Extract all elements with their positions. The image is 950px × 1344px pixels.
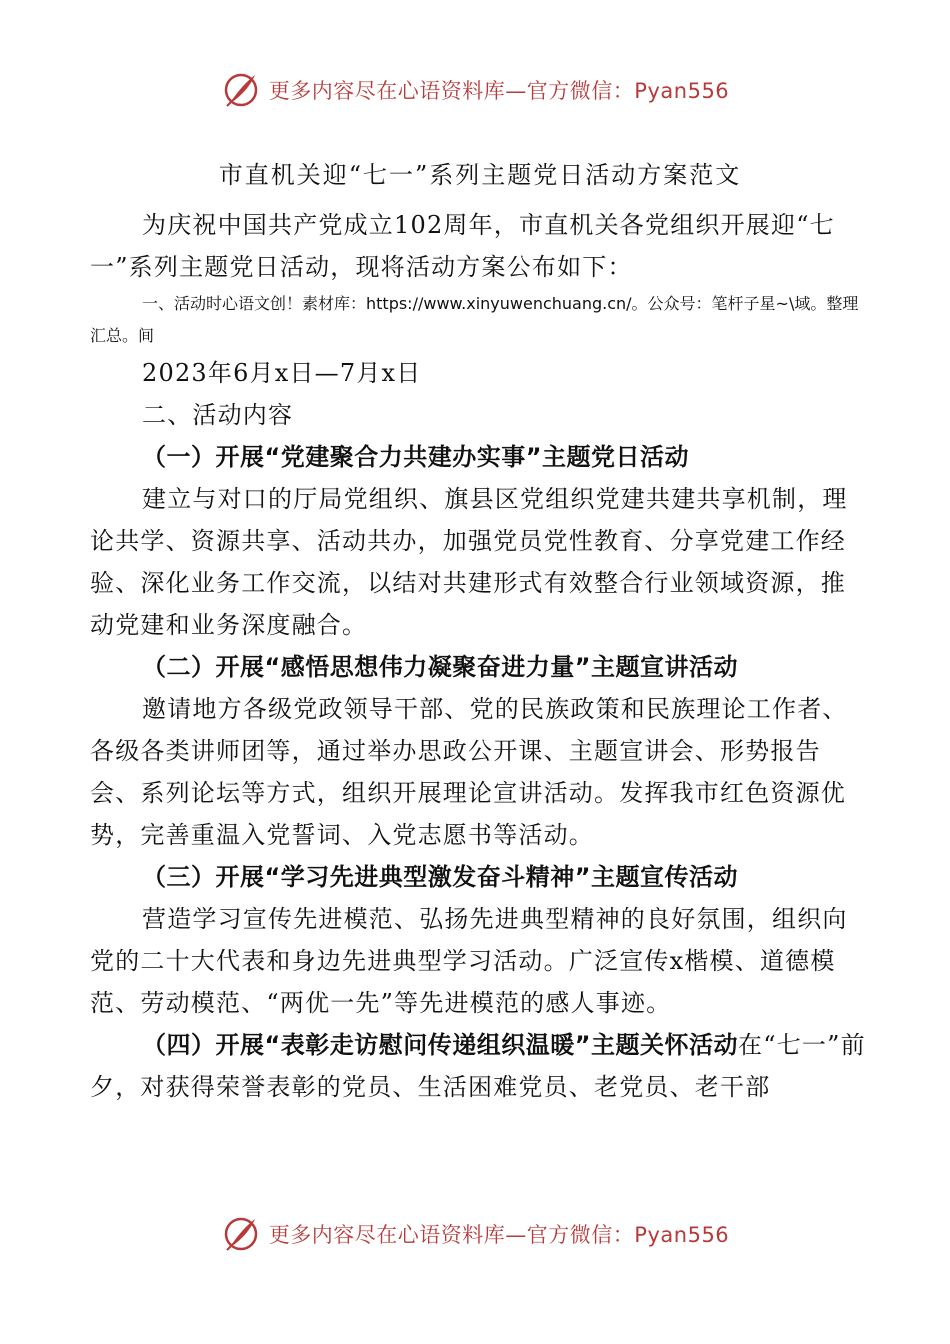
section1-line: 一、活动时心语文创！素材库：https://www.xinyuwenchuang.cn/。公众号：笔杆子星~\域。整理汇总。间	[90, 294, 859, 345]
item-body-1: 建立与对口的厅局党组织、旗县区党组织党建共建共享机制，理论共学、资源共享、活动共办，加强党员党性教育、分享党建工作经验、深化业务工作交流，以结对共建形式有效整合行业领域资源，推动党建和业务深度融合。	[90, 485, 848, 639]
watermark-text: 更多内容尽在心语资料库—官方微信：Pyan556	[268, 79, 730, 103]
item-body-4: 在“七一”前夕，对获得荣誉表彰的党员、生活困难党员、老党员、老干部	[90, 1031, 866, 1101]
watermark-header	[0, 70, 950, 110]
document-title: 市直机关迎“七一”系列主题党日活动方案范文	[218, 161, 742, 189]
watermark-text: 更多内容尽在心语资料库—官方微信：Pyan556	[268, 1223, 730, 1247]
intro-paragraph: 为庆祝中国共产党成立102周年，市直机关各党组织开展迎“七一”系列主题党日活动，现将活动方案公布如下：	[90, 211, 835, 281]
quill-logo-icon	[221, 1214, 261, 1254]
item-heading-2: （二）开展“感悟思想伟力凝聚奋进力量”主题宣讲活动	[142, 653, 739, 681]
item-paragraph-4	[90, 1024, 870, 1108]
date-range: 2023年6月x日—7月x日	[142, 359, 422, 387]
quill-logo-icon	[221, 70, 261, 110]
document-body	[90, 155, 870, 1108]
item-heading-3: （三）开展“学习先进典型激发奋斗精神”主题宣传活动	[142, 863, 739, 891]
item-body-3: 营造学习宣传先进模范、弘扬先进典型精神的良好氛围，组织向党的二十大代表和身边先进典型学习活动。广泛宣传x楷模、道德模范、劳动模范、“两优一先”等先进模范的感人事迹。	[90, 905, 848, 1017]
item-heading-1: （一）开展“党建聚合力共建办实事”主题党日活动	[142, 443, 690, 471]
item-body-2: 邀请地方各级党政领导干部、党的民族政策和民族理论工作者、各级各类讲师团等，通过举办思政公开课、主题宣讲会、形势报告会、系列论坛等方式，组织开展理论宣讲活动。发挥我市红色资源优势，完善重温入党誓词、入党志愿书等活动。	[90, 695, 848, 849]
section2-title: 二、活动内容	[142, 401, 294, 429]
watermark-footer	[0, 1214, 950, 1254]
item-heading-4: （四）开展“表彰走访慰问传递组织温暖”主题关怀活动	[142, 1031, 739, 1059]
